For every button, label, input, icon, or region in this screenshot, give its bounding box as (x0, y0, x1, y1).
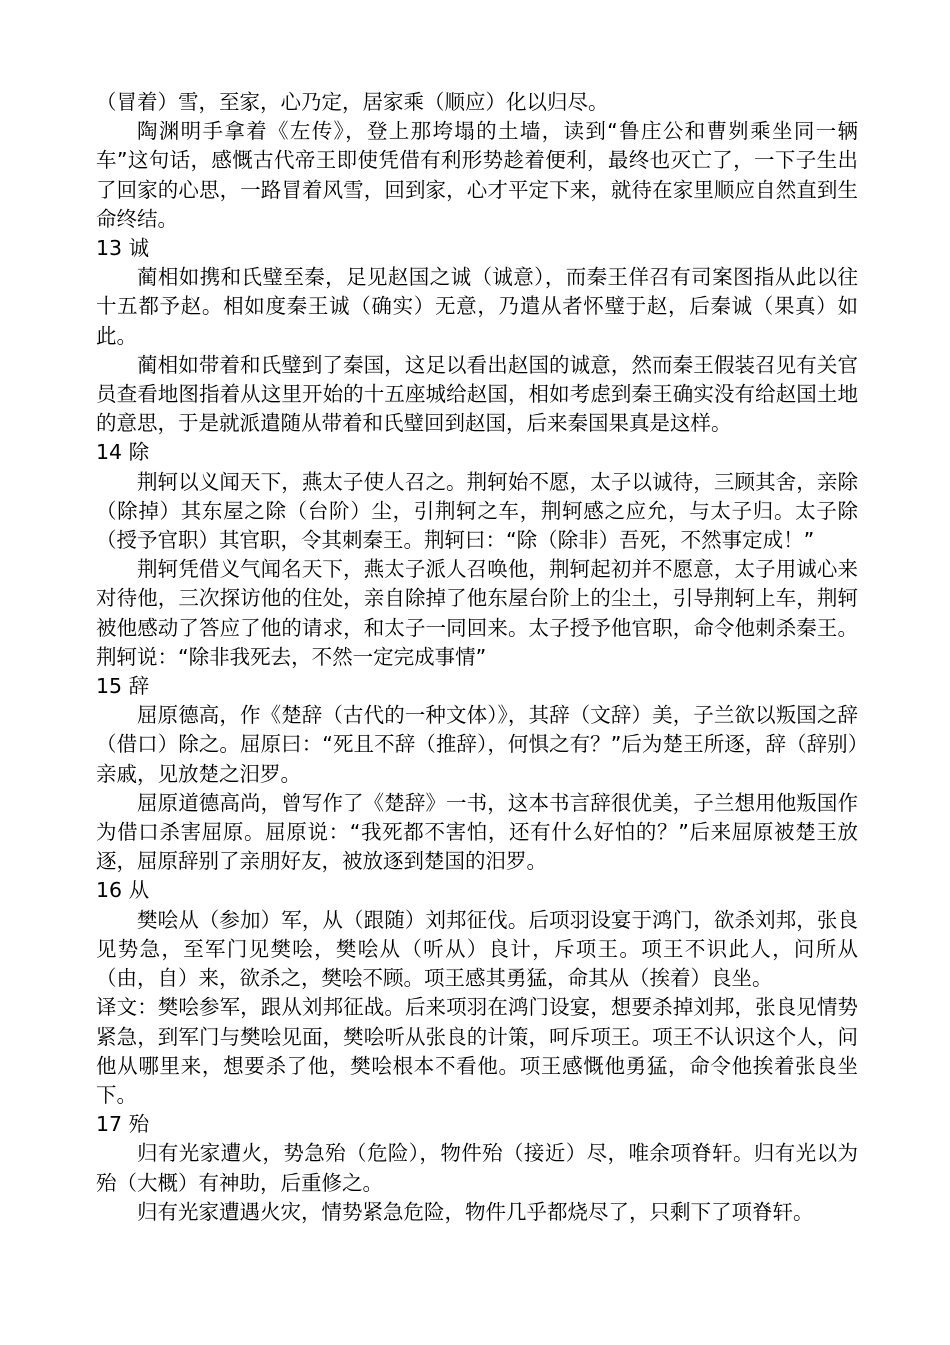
section-heading: 17 殆 (96, 1112, 150, 1137)
paragraph: 归有光家遭遇火灾，情势紧急危险，物件几乎都烧尽了，只剩下了项脊轩。 (137, 1199, 814, 1224)
section-heading: 13 诚 (96, 236, 150, 261)
section-17 (96, 1110, 858, 1227)
paragraph: 荆轲凭借义气闻名天下，燕太子派人召唤他，荆轲起初并不愿意，太子用诚心来对待他，三次探访他的住处，亲自除掉了他东屋台阶上的尘土，引导荆轲上车，荆轲被他感动了答应了他的请求，和太子一同回来。太子授予他官职，命令他刺杀秦王。荆轲说：“除非我死去，不然一定完成事情” (96, 557, 858, 669)
section-13 (96, 234, 858, 438)
paragraph: （冒着）雪，至家，心乃定，居家乘（顺应）化以归尽。 (96, 90, 609, 114)
section-15 (96, 672, 858, 876)
section-heading: 14 除 (96, 440, 150, 465)
document-page (96, 88, 858, 1227)
section-14 (96, 438, 858, 672)
paragraph: 荆轲以义闻天下，燕太子使人召之。荆轲始不愿，太子以诚待，三顾其舍，亲除（除掉）其东屋之除（台阶）尘，引荆轲之车，荆轲感之应允，与太子归。太子除（授予官职）其官职，令其刺秦王。荆轲曰：“除（除非）吾死，不然事定成！” (96, 469, 858, 553)
section-heading: 16 从 (96, 878, 150, 903)
section-16 (96, 876, 858, 1110)
paragraph: 陶渊明手拿着《左传》，登上那垮塌的土墙，读到“鲁庄公和曹刿乘坐同一辆车”这句话，感慨古代帝王即使凭借有利形势趁着便利，最终也灭亡了，一下子生出了回家的心思，一路冒着风雪，回到家，心才平定下来，就待在家里顺应自然直到生命终结。 (96, 119, 858, 231)
paragraph: 屈原道德高尚，曾写作了《楚辞》一书，这本书言辞很优美，子兰想用他叛国作为借口杀害屈原。屈原说：“我死都不害怕，还有什么好怕的？”后来屈原被楚王放逐，屈原辞别了亲朋好友，被放逐到楚国的汨罗。 (96, 790, 858, 874)
paragraph: 蔺相如携和氏璧至秦，足见赵国之诚（诚意），而秦王佯召有司案图指从此以往十五都予赵。相如度秦王诚（确实）无意，乃遣从者怀璧于赵，后秦诚（果真）如此。 (96, 265, 858, 348)
paragraph-translation: 译文：樊哙参军，跟从刘邦征战。后来项羽在鸿门设宴，想要杀掉刘邦，张良见情势紧急，到军门与樊哙见面，樊哙听从张良的计策，呵斥项王。项王不认识这个人，问他从哪里来，想要杀了他，樊哙根本不看他。项王感慨他勇猛，命令他挨着张良坐下。 (96, 995, 858, 1107)
paragraph: 屈原德高，作《楚辞（古代的一种文体）》，其辞（文辞）美，子兰欲以叛国之辞（借口）除之。屈原曰：“死且不辞（推辞），何惧之有？”后为楚王所逐，辞（辞别）亲戚，见放楚之汨罗。 (96, 703, 858, 786)
paragraph: 蔺相如带着和氏璧到了秦国，这足以看出赵国的诚意，然而秦王假装召见有关官员查看地图指着从这里开始的十五座城给赵国，相如考虑到秦王确实没有给赵国土地的意思，于是就派遣随从带着和氏璧回到赵国，后来秦国果真是这样。 (96, 352, 858, 436)
section-heading: 15 辞 (96, 674, 150, 699)
paragraph: 樊哙从（参加）军，从（跟随）刘邦征伐。后项羽设宴于鸿门，欲杀刘邦，张良见势急，至军门见樊哙，樊哙从（听从）良计，斥项王。项王不识此人，问所从（由，自）来，欲杀之，樊哙不顾。项王感其勇猛，命其从（挨着）良坐。 (96, 907, 858, 991)
section-continuation (96, 88, 858, 234)
paragraph: 归有光家遭火，势急殆（危险），物件殆（接近）尽，唯余项脊轩。归有光以为殆（大概）有神助，后重修之。 (96, 1141, 858, 1195)
